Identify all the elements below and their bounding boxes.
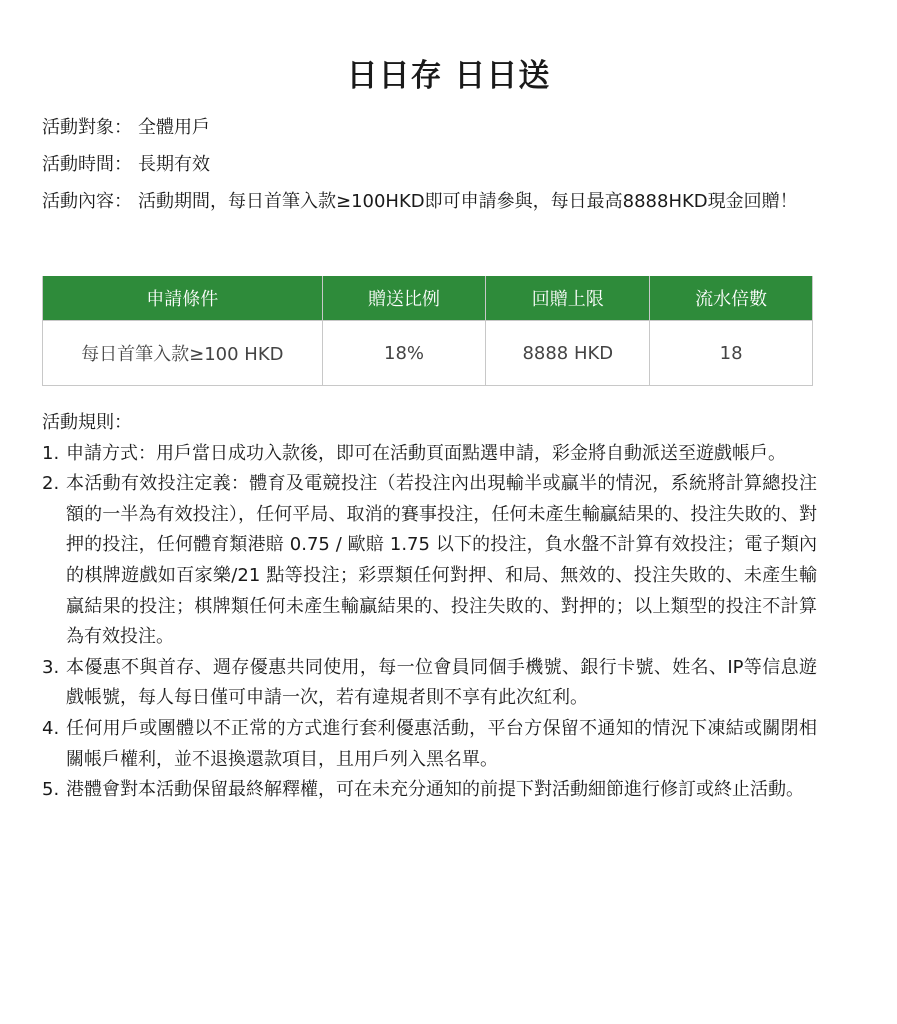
- header-bonus-cap: 回贈上限: [486, 276, 650, 321]
- list-item: [42, 775, 817, 806]
- rules-heading: 活動規則：: [42, 412, 132, 433]
- cell-turnover-multiple: 18: [650, 321, 813, 386]
- header-bonus-ratio: 贈送比例: [322, 276, 486, 321]
- info-time-value: 長期有效: [138, 154, 210, 175]
- info-target-value: 全體用戶: [138, 117, 210, 138]
- list-item: [42, 653, 817, 714]
- page-title: 日日存 日日送: [346, 58, 551, 94]
- list-item: [42, 439, 817, 470]
- header-turnover-multiple: 流水倍數: [650, 276, 813, 321]
- rules-section: [42, 408, 817, 806]
- cell-bonus-ratio: 18%: [322, 321, 486, 386]
- cell-condition: 每日首筆入款≥100 HKD: [43, 321, 323, 386]
- info-target-row: [42, 112, 822, 143]
- rule-number: 3.: [42, 656, 60, 678]
- rule-number: 2.: [42, 473, 60, 495]
- cell-bonus-cap: 8888 HKD: [486, 321, 650, 386]
- info-content-label: 活動內容：: [42, 191, 132, 212]
- rule-text: 本活動有效投注定義：體育及電競投注（若投注內出現輸半或贏半的情況，系統將計算總投注額的一半為有效投注），任何平局、取消的賽事投注，任何未產生輸贏結果的、投注失敗的、對押的投注，任何體育類港賠 0.75 / 歐賠 1.75 以下的投注，負水盤不計算有效投注；電子類內的棋牌遊戲如百家樂/21 點等投注；彩票類任何對押、和局、無效的、投注失敗的、未產生輸贏結果的投注；棋牌類任何未產生輸贏結果的、投注失敗的、對押的；以上類型的投注不計算為有效投注。: [66, 473, 817, 648]
- info-content-row: [42, 186, 822, 217]
- list-item: [42, 469, 817, 653]
- offer-table-header-row: [43, 276, 813, 321]
- list-item: [42, 714, 817, 775]
- header-condition: 申請條件: [43, 276, 323, 321]
- rule-number: 1.: [42, 442, 60, 464]
- rule-number: 5.: [42, 779, 60, 801]
- info-time-row: [42, 149, 822, 180]
- info-content-value: 活動期間，每日首筆入款≥100HKD即可申請參與，每日最高8888HKD現金回贈！: [138, 191, 798, 212]
- rule-number: 4.: [42, 717, 60, 739]
- rule-text: 申請方式：用戶當日成功入款後，即可在活動頁面點選申請，彩金將自動派送至遊戲帳戶。: [66, 442, 786, 464]
- rule-text: 任何用戶或團體以不正常的方式進行套利優惠活動，平台方保留不通知的情況下凍結或關閉相關帳戶權利，並不退換還款項目，且用戶列入黑名單。: [66, 717, 817, 770]
- info-target-label: 活動對象：: [42, 117, 132, 138]
- table-row: [43, 321, 813, 386]
- rules-list: [42, 439, 817, 806]
- offer-table: [42, 276, 813, 386]
- rule-text: 本優惠不與首存、週存優惠共同使用，每一位會員同個手機號、銀行卡號、姓名、IP等信息遊戲帳號，每人每日僅可申請一次，若有違規者則不享有此次紅利。: [66, 656, 817, 709]
- rule-text: 港體會對本活動保留最終解釋權，可在未充分通知的前提下對活動細節進行修訂或終止活動。: [66, 779, 804, 801]
- info-time-label: 活動時間：: [42, 154, 132, 175]
